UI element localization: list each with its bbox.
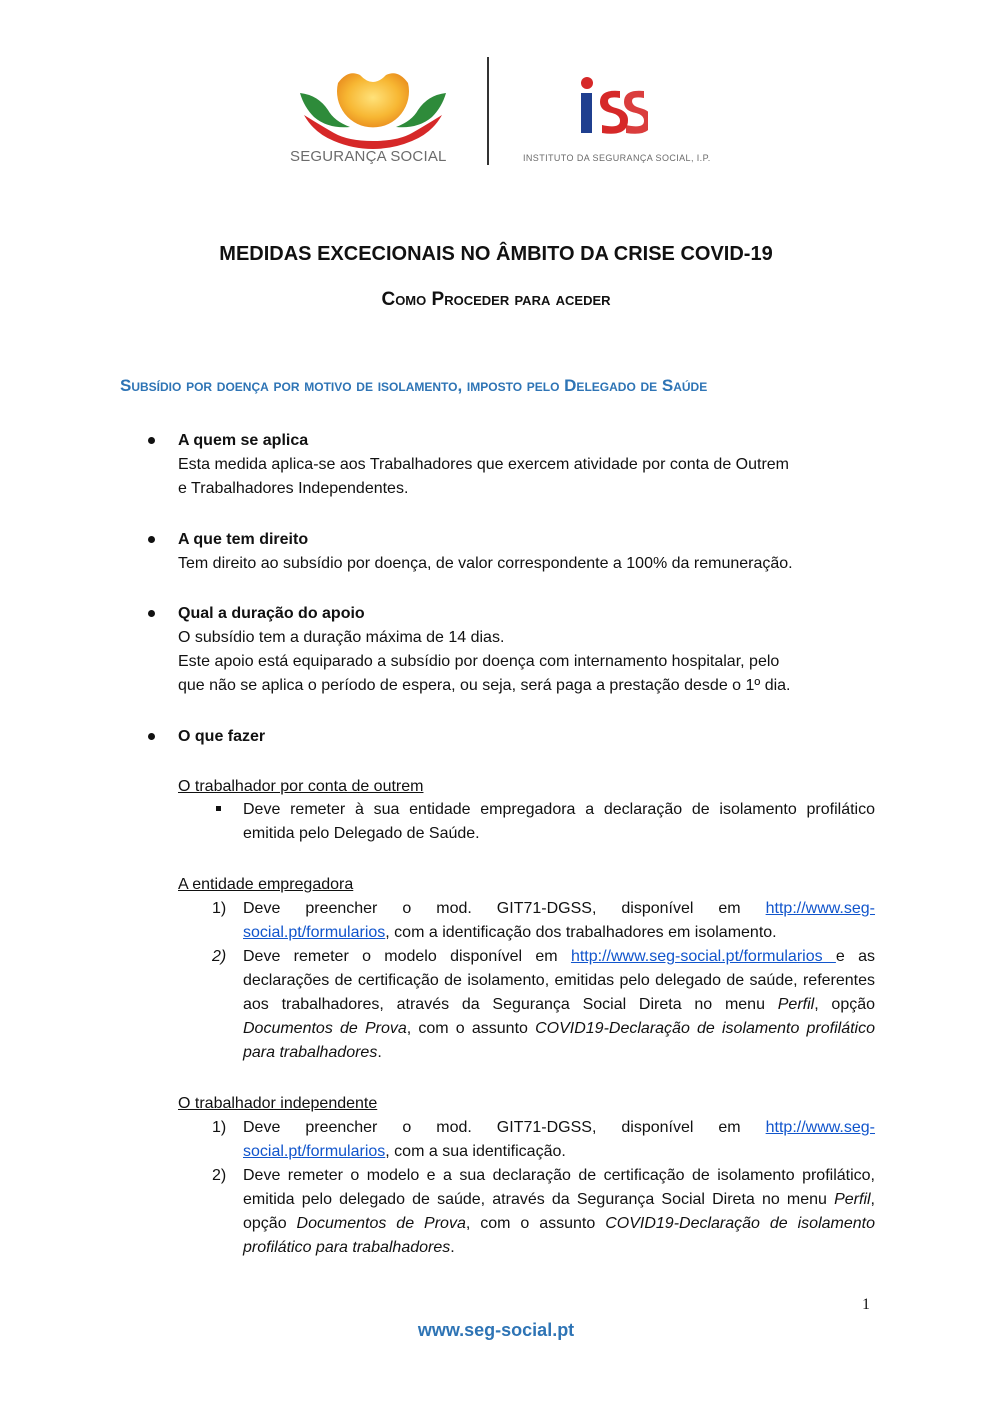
step-text: , com a identificação dos trabalhadores em isolamento. [385,924,777,941]
list-item [178,602,878,698]
step-number: 2) [212,1167,227,1184]
step-text: Documentos de Prova [296,1215,466,1232]
item-text: Esta medida aplica-se aos Trabalhadores que exercem atividade por conta de Outrem [178,456,790,473]
document-title: MEDIDAS EXCECIONAIS NO ÂMBITO DA CRISE COVID-19 [219,243,773,265]
page-number: 1 [862,1296,870,1313]
step-text: Documentos de Prova [243,1020,407,1037]
step-number: 1) [212,1119,227,1136]
iss-label: INSTITUTO DA SEGURANÇA SOCIAL, I.P. [523,153,711,163]
step-text: Perfil [777,996,815,1013]
bullet-icon [148,437,155,444]
step-text: Deve preencher o mod. GIT71-DGSS, disponível em [243,1119,766,1136]
item-heading: Qual a duração do apoio [178,605,365,622]
header-logos [290,55,720,175]
item-text: O subsídio tem a duração máxima de 14 dias. [178,629,505,646]
step-text: , opção [814,996,876,1013]
item-heading: A que tem direito [178,531,309,548]
step-text: . [450,1239,455,1256]
step-text: e as declarações de certificação de isolamento, emitidas pelo delegado de saúde, referentes aos trabalhadores, através da Segurança Social Direta no menu [243,948,876,1013]
list-item [178,528,878,576]
entidade-step-2 [243,945,875,1065]
item-text: Tem direito ao subsídio por doença, de valor correspondente a 100% da remuneração. [178,555,793,572]
bullet-icon [148,733,155,740]
bullet-icon [148,536,155,543]
outrem-text: Deve remeter à sua entidade empregadora a declaração de isolamento profilático emitida pelo Delegado de Saúde. [243,801,875,842]
iss-logo-icon [578,75,648,137]
formularios-link[interactable]: http://www.seg-social.pt/formularios [570,948,836,965]
step-text: Deve remeter o modelo disponível em [243,948,571,965]
footer-url[interactable]: www.seg-social.pt [417,1320,575,1340]
step-text: , com a sua identificação. [385,1143,566,1160]
document-subtitle: Como Proceder para aceder [381,289,611,310]
step-text: , com o assunto [406,1020,536,1037]
item-text: e Trabalhadores Independentes. [178,480,409,497]
logo-divider [487,57,489,165]
step-text: Deve preencher o mod. GIT71-DGSS, disponível em [243,900,766,917]
seguranca-social-logo-icon [298,55,448,150]
square-bullet-icon [216,806,221,811]
section-heading: Subsídio por doença por motivo de isolamento, imposto pelo Delegado de Saúde [120,376,708,395]
step-text: , com o assunto [465,1215,606,1232]
step-number: 1) [212,900,227,917]
step-text: COVID19-Declaração de isolamento profilático para trabalhadores [243,1020,876,1061]
step-text: . [377,1044,382,1061]
step-text: , opção [243,1191,875,1232]
independente-step-1 [243,1116,875,1164]
step-text: Deve remeter o modelo e a sua declaração de certificação de isolamento profilático, emitida pelo delegado de saúde, através da Segurança Social Direta no menu [243,1167,875,1208]
step-number: 2) [212,948,227,965]
item-heading: A quem se aplica [178,432,309,449]
step-text: Perfil [834,1191,871,1208]
subsection-heading-outrem: O trabalhador por conta de outrem [178,778,424,795]
subsection-heading-independente: O trabalhador independente [178,1095,378,1112]
subsection-heading-entidade: A entidade empregadora [178,876,354,893]
formularios-link[interactable]: http://www.seg-social.pt/formularios [243,1119,875,1160]
formularios-link[interactable]: http://www.seg-social.pt/formularios [243,900,875,941]
entidade-step-1 [243,897,875,945]
seguranca-social-label: SEGURANÇA SOCIAL [290,148,447,165]
list-item [178,429,878,501]
step-text: COVID19-Declaração de isolamento profilático para trabalhadores [243,1215,875,1256]
independente-step-2 [243,1164,875,1260]
item-heading: O que fazer [178,728,266,745]
item-text: que não se aplica o período de espera, ou seja, será paga a prestação desde o 1º dia. [178,677,791,694]
item-text: Este apoio está equiparado a subsídio por doença com internamento hospitalar, pelo [178,653,780,670]
bullet-icon [148,610,155,617]
